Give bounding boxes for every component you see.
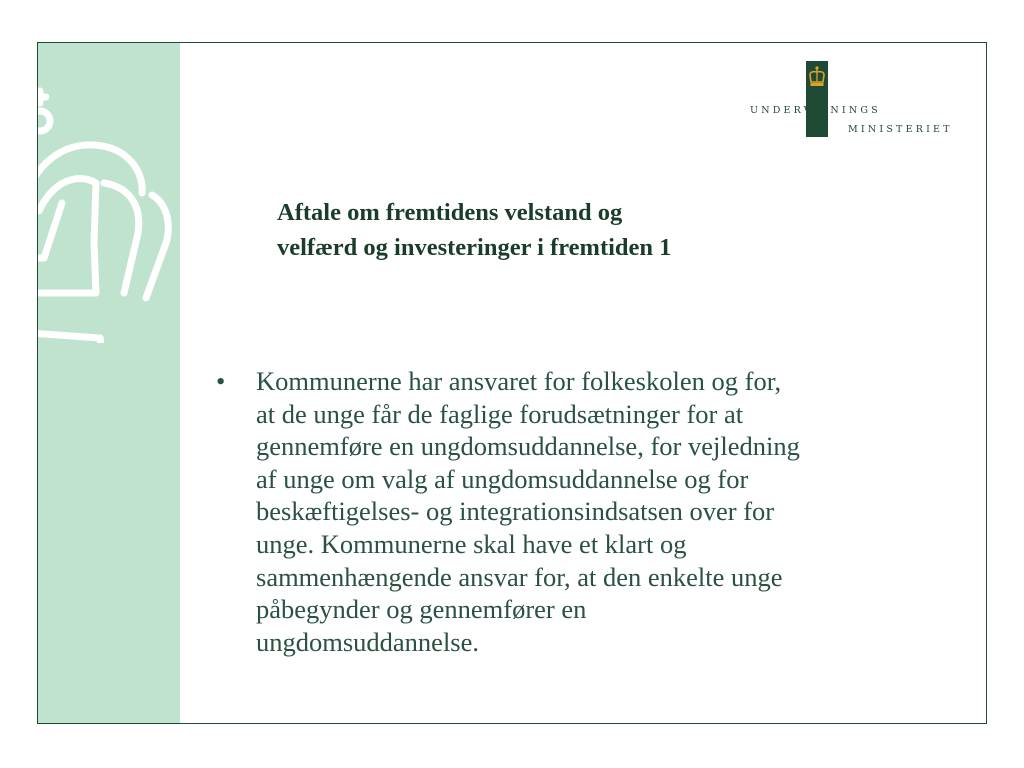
bullet-text-line: ungdomsuddannelse. — [256, 626, 480, 657]
bullet-text-line: beskæftigelses- og integrationsindsatsen over for — [256, 496, 775, 527]
side-band — [38, 43, 180, 723]
bullet-text-line: sammenhængende ansvar for, at den enkelte unge — [256, 561, 783, 592]
bullet-text-line: at de unge får de faglige forudsætninger for at — [256, 398, 744, 429]
title-line: velfærd og investeringer i fremtiden 1 — [277, 234, 672, 261]
slide-title — [277, 195, 877, 265]
bullet-item — [216, 365, 961, 658]
bullet-icon: • — [216, 366, 226, 396]
bullet-text-line: unge. Kommunerne skal have et klart og — [256, 528, 687, 559]
bullet-list — [216, 365, 961, 658]
bullet-text-line: af unge om valg af ungdomsuddannelse og for — [256, 463, 749, 494]
crown-icon — [808, 65, 826, 89]
crown-watermark-icon — [38, 83, 180, 343]
title-line: Aftale om fremtidens velstand og — [277, 199, 623, 226]
logo-text-line2: MINISTERIET — [848, 124, 953, 135]
bullet-text-line: Kommunerne har ansvaret for folkeskolen og for, — [256, 366, 782, 396]
logo-text-line1: UNDERVISNINGS — [750, 105, 881, 116]
bullet-text-line: påbegynder og gennemfører en — [256, 594, 587, 625]
ministry-logo — [750, 61, 970, 141]
slide — [37, 42, 987, 724]
bullet-text-line: gennemføre en ungdomsuddannelse, for vejledning — [256, 431, 800, 462]
